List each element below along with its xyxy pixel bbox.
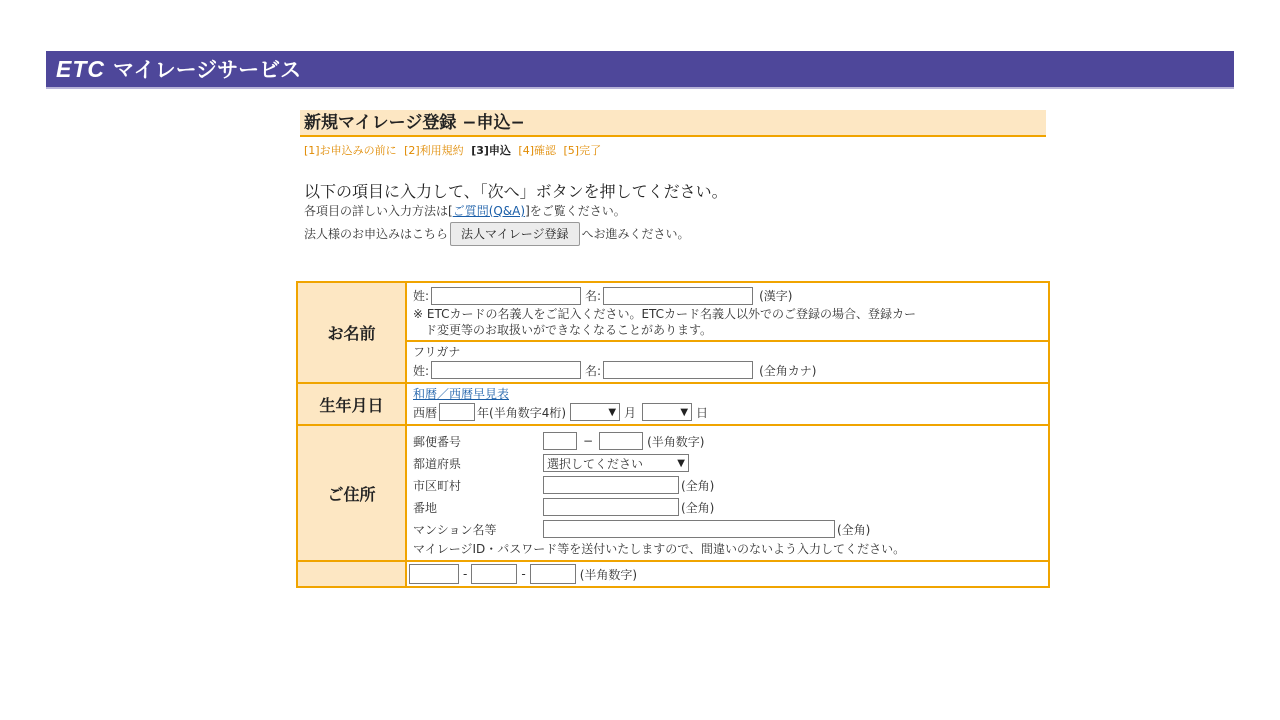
kana-note: (全角カナ) (759, 363, 817, 378)
birth-row (297, 383, 1049, 425)
instruction-sub-prefix: 各項目の詳しい入力方法は[ (304, 204, 453, 218)
name-label: お名前 (297, 282, 406, 383)
prefecture-value: 選択してください (547, 456, 644, 471)
step-4: [4]確認 (518, 144, 556, 157)
phone-cell (406, 561, 1049, 587)
address-label: ご住所 (297, 425, 406, 561)
birth-day-select[interactable] (642, 403, 692, 421)
page-title: 新規マイレージ登録 −申込− (300, 110, 1046, 137)
street-input[interactable] (543, 498, 679, 516)
logo-etc-text (56, 56, 105, 83)
era-label: 西暦 (413, 405, 438, 420)
chevron-down-icon: ▼ (680, 406, 689, 418)
name-note-line2: ド変更等のお取扱いができなくなることがあります。 (425, 323, 713, 337)
step-indicator (300, 144, 1046, 158)
name-note-line1: ※ ETCカードの名義人をご記入ください。ETCカード名義人以外でのご登録の場合、登録カー (413, 307, 917, 321)
era-chart-link[interactable]: 和暦／西暦早見表 (413, 387, 510, 401)
furigana-row (297, 341, 1049, 383)
step-3-current: [3]申込 (471, 144, 511, 157)
mei-label: 名: (585, 289, 602, 303)
postal1-input[interactable] (543, 432, 577, 450)
city-note: (全角) (681, 478, 715, 493)
qa-link[interactable]: ご質問(Q&A) (452, 204, 526, 218)
phone-note: (半角数字) (579, 567, 638, 582)
name-kanji-cell (406, 282, 1049, 341)
furigana-label: フリガナ (413, 345, 461, 359)
postal-note: (半角数字) (647, 434, 705, 449)
kana-mei-label: 名: (585, 363, 602, 378)
application-form (296, 281, 1050, 588)
chevron-down-icon: ▼ (608, 406, 617, 418)
instructions (300, 182, 1046, 246)
corp-prefix: 法人様のお申込みはこちら (304, 227, 449, 241)
birth-cell (406, 383, 1049, 425)
step-1: [1]お申込みの前に (304, 144, 397, 157)
mei-input[interactable] (603, 287, 753, 305)
phone-label (297, 561, 406, 587)
instruction-sub (304, 202, 1046, 220)
building-input[interactable] (543, 520, 835, 538)
instruction-sub-suffix: ]をご覧ください。 (525, 204, 626, 218)
name-row (297, 282, 1049, 341)
year-suffix: 年(半角数字4桁) (477, 405, 567, 420)
phone-dash-2: - (521, 567, 526, 581)
postal-label: 郵便番号 (413, 434, 462, 449)
building-note: (全角) (837, 522, 871, 537)
city-label: 市区町村 (413, 478, 462, 493)
logo-service-text: マイレージサービス (113, 58, 302, 82)
building-label: マンション名等 (413, 522, 497, 537)
city-input[interactable] (543, 476, 679, 494)
phone1-input[interactable] (409, 564, 459, 584)
street-label: 番地 (413, 500, 438, 515)
chevron-down-icon: ▼ (677, 457, 685, 469)
prefecture-select[interactable] (543, 454, 689, 472)
birth-month-select[interactable] (570, 403, 620, 421)
street-note: (全角) (681, 500, 715, 515)
day-suffix: 日 (696, 405, 709, 420)
logo-etc-label: ETC (56, 55, 105, 82)
phone3-input[interactable] (530, 564, 576, 584)
postal-dash: − (583, 434, 594, 448)
address-cell (406, 425, 1049, 561)
header-bar (46, 51, 1234, 89)
month-suffix: 月 (624, 405, 637, 420)
address-note: マイレージID・パスワード等を送付いたしますので、間違いのないよう入力してください。 (413, 542, 906, 556)
main-content (300, 110, 1046, 246)
phone-row (297, 561, 1049, 587)
sei-label: 姓: (413, 289, 430, 303)
corp-line (304, 222, 1046, 246)
address-row (297, 425, 1049, 561)
sei-input[interactable] (431, 287, 581, 305)
corp-mileage-button[interactable]: 法人マイレージ登録 (450, 222, 580, 246)
instruction-main: 以下の項目に入力して、「次へ」ボタンを押してください。 (304, 182, 728, 201)
birth-label: 生年月日 (297, 383, 406, 425)
postal2-input[interactable] (599, 432, 643, 450)
name-note (413, 306, 1042, 338)
kana-sei-label: 姓: (413, 363, 430, 378)
kana-mei-input[interactable] (603, 361, 753, 379)
kana-sei-input[interactable] (431, 361, 581, 379)
corp-suffix: へお進みください。 (581, 227, 690, 241)
name-kana-cell (406, 341, 1049, 383)
step-2: [2]利用規約 (404, 144, 464, 157)
etc-mileage-logo[interactable] (56, 55, 301, 83)
kanji-note: (漢字) (759, 289, 793, 303)
pref-label: 都道府県 (413, 456, 462, 471)
phone2-input[interactable] (471, 564, 517, 584)
phone-dash-1: - (463, 567, 468, 581)
birth-year-input[interactable] (439, 403, 475, 421)
step-5: [5]完了 (563, 144, 602, 157)
